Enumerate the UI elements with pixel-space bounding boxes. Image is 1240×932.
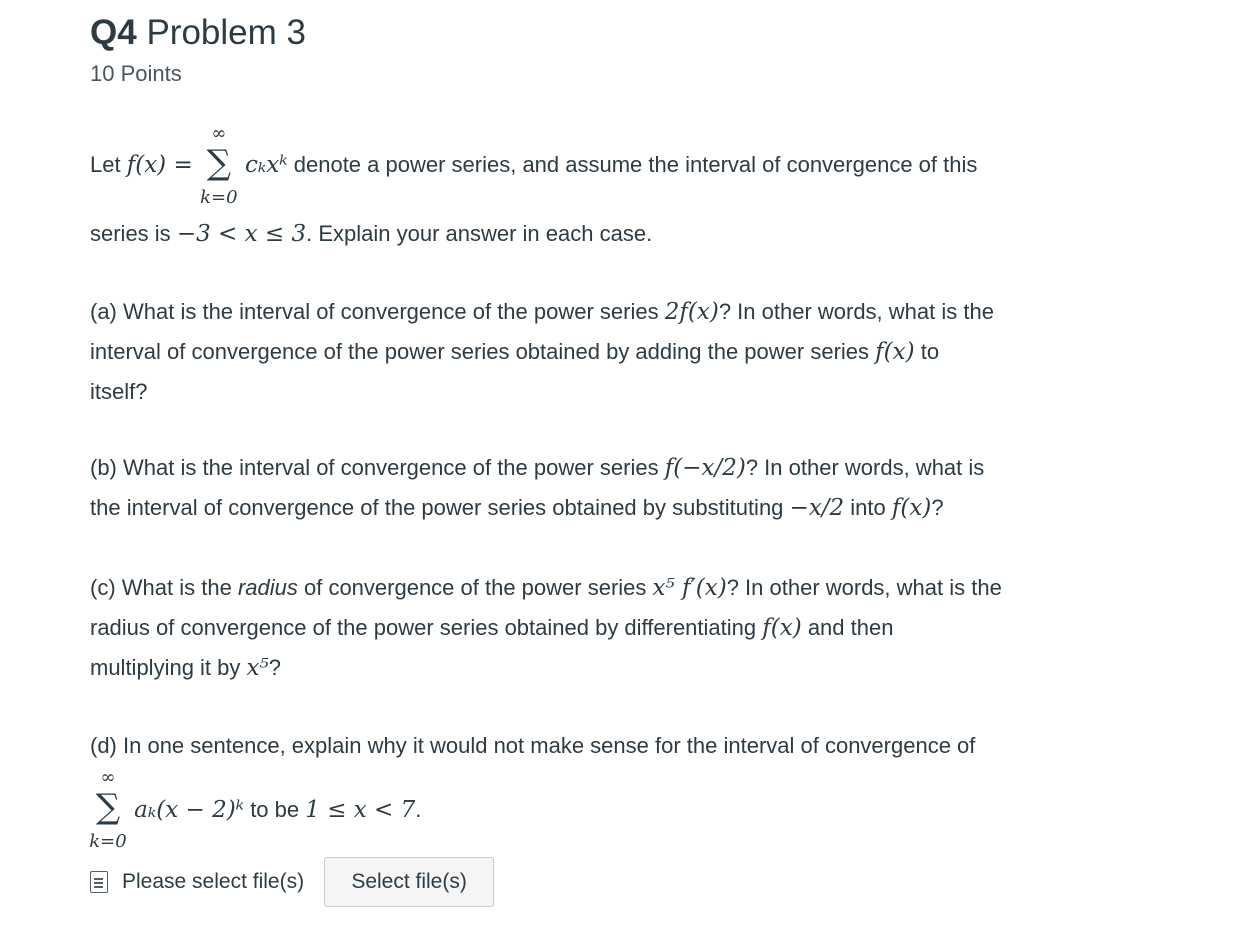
part-c-text-5: and then: [807, 614, 894, 640]
file-icon: [90, 871, 108, 893]
part-b-math-3: f(x): [891, 494, 932, 521]
intro-text: denote a power series, and assume the interval of convergence of this: [293, 152, 978, 177]
question-name: Problem 3: [146, 13, 306, 52]
part-c-text-6: multiplying it by: [90, 654, 241, 680]
part-a-text: (a) What is the interval of convergence of the power series: [90, 298, 659, 324]
part-b-math-2: −x/2: [789, 494, 845, 521]
part-c-text-4: radius of convergence of the power series obtained by differentiating: [90, 614, 757, 640]
part-a-text-4: to: [920, 338, 940, 364]
part-c-emphasis: radius: [237, 574, 298, 600]
part-c-text-3: ? In other words, what is the: [726, 574, 1002, 600]
part-d-interval: 1 ≤ x < 7: [305, 796, 416, 823]
sum-upper-limit: ∞: [211, 122, 227, 144]
part-c-text: (c) What is the: [90, 574, 232, 600]
intro-line2-pre: series is: [90, 220, 171, 246]
part-d: [89, 726, 1190, 853]
part-c: [90, 568, 1190, 688]
question-container: [89, 10, 1190, 853]
select-files-button[interactable]: Select file(s): [324, 857, 494, 907]
intro-interval: −3 < x ≤ 3: [176, 220, 307, 247]
part-d-summation: [88, 767, 128, 853]
part-b-text-5: ?: [931, 494, 944, 520]
part-a-math: 2f(x): [664, 298, 719, 325]
sum-symbol: ∑: [206, 142, 231, 183]
upload-label: Please select file(s): [122, 870, 305, 893]
part-c-math-2: f(x): [762, 614, 802, 641]
sum-symbol: ∑: [95, 787, 121, 828]
part-a: [90, 292, 1190, 412]
part-d-text-3: .: [415, 796, 422, 822]
part-c-math: x⁵ f′(x): [652, 574, 727, 601]
part-b: [90, 448, 1190, 528]
part-a-text-5: itself?: [90, 378, 148, 404]
intro-summation: [199, 122, 239, 208]
part-c-text-7: ?: [268, 654, 281, 680]
intro-let: Let: [90, 152, 121, 177]
file-upload: [90, 857, 494, 907]
part-b-text-2: ? In other words, what is: [745, 454, 985, 480]
intro-term: cₖxᵏ: [244, 152, 288, 178]
intro-lhs: f(x) =: [126, 152, 193, 178]
part-c-math-3: x⁵: [246, 654, 269, 681]
part-b-text-3: the interval of convergence of the power series obtained by substituting: [90, 494, 784, 520]
part-c-text-2: of convergence of the power series: [303, 574, 647, 600]
part-a-math-2: f(x): [875, 338, 915, 365]
question-points: 10 Points: [90, 61, 182, 86]
sum-upper-limit: ∞: [100, 767, 116, 789]
part-d-text-2: to be: [250, 796, 300, 822]
sum-lower-limit: k=0: [200, 186, 238, 208]
part-b-math: f(−x/2): [664, 454, 746, 481]
sum-lower-limit: k=0: [89, 831, 127, 853]
question-title: [90, 13, 1190, 53]
question-number: Q4: [90, 13, 137, 52]
part-d-term: aₖ(x − 2)ᵏ: [134, 796, 245, 823]
part-b-text: (b) What is the interval of convergence of the power series: [90, 454, 659, 480]
part-b-text-4: into: [850, 494, 886, 520]
intro-paragraph: [90, 122, 1190, 254]
intro-line2-post: . Explain your answer in each case.: [306, 220, 653, 246]
part-a-text-3: interval of convergence of the power series obtained by adding the power series: [90, 338, 870, 364]
part-a-text-2: ? In other words, what is the: [718, 298, 994, 324]
part-d-text: (d) In one sentence, explain why it would not make sense for the interval of convergence of: [90, 732, 976, 758]
